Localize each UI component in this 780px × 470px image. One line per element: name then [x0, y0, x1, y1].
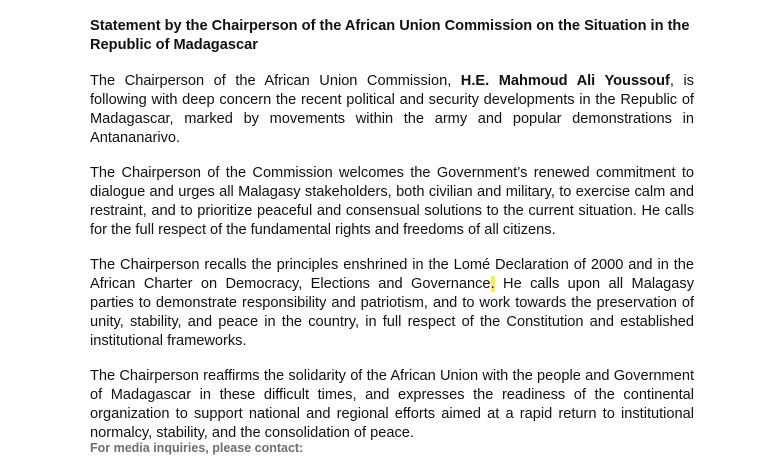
paragraph-text: The Chairperson recalls the principles enshrined in the Lomé Declaration of 2000 and in the African Charter on Democracy, Elections and Governance — [90, 257, 694, 292]
paragraph-text: He calls upon all Malagasy parties to demonstrate responsibility and patriotism, and to work towards the preservation of unity, stability, and peace in the country, in full respect of the Constitution and established institutional frameworks. — [90, 276, 694, 349]
paragraph-principles — [90, 256, 694, 351]
paragraph-dialogue: The Chairperson of the Commission welcomes the Government’s renewed commitment to dialogue and urges all Malagasy stakeholders, both civilian and military, to exercise calm and restraint, and to prioritize peaceful and consensual solutions to the current situation. He calls for the full respect of the fundamental rights and freedoms of all citizens. — [90, 165, 694, 238]
statement-title: Statement by the Chairperson of the African Union Commission on the Situation in the Republic of Madagascar — [90, 18, 690, 53]
paragraph-text: , is following with deep concern the recent political and security developments in the Republic of Madagascar, marked by movements within the army and popular demonstrations in Antananarivo. — [90, 73, 694, 146]
chairperson-name: H.E. Mahmoud Ali Youssouf — [460, 73, 670, 89]
statement-document — [90, 17, 694, 459]
paragraph-solidarity: The Chairperson reaffirms the solidarity of the African Union with the people and Government of Madagascar in these difficult times, and expresses the readiness of the continental organization to support national and regional efforts aimed at a rapid return to institutional normalcy, stability, and the consolidation of peace. — [90, 368, 694, 441]
paragraph-text: The Chairperson of the African Union Commission, — [90, 73, 461, 89]
highlighted-text: . — [490, 276, 495, 292]
paragraph-concern — [90, 72, 694, 148]
media-contact-label: For media inquiries, please contact: — [90, 441, 304, 455]
